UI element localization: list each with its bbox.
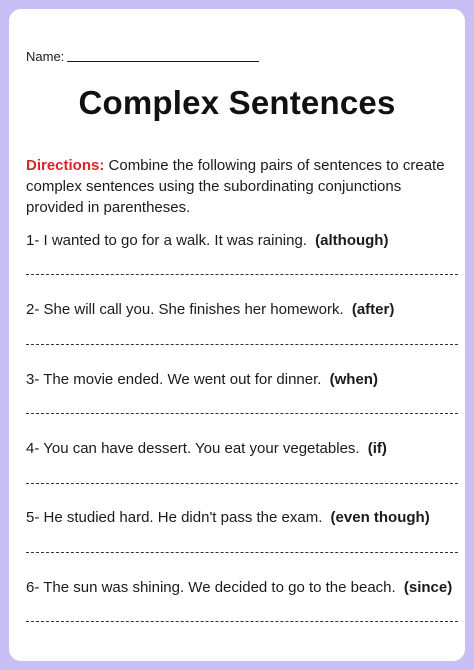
- page-title: Complex Sentences: [78, 84, 396, 121]
- question-2: [26, 301, 458, 319]
- answer-line-1[interactable]: [26, 274, 458, 275]
- answer-line-3[interactable]: [26, 413, 458, 414]
- worksheet: [9, 9, 465, 661]
- answer-line-2[interactable]: [26, 344, 458, 345]
- directions: [26, 155, 454, 218]
- name-label: Name:: [26, 49, 65, 64]
- question-5: [26, 509, 458, 527]
- conjunction: (even though): [330, 509, 430, 526]
- question-text: 3- The movie ended. We went out for dinner.: [26, 371, 322, 388]
- question-6: [26, 579, 458, 597]
- directions-text: Combine the following pairs of sentences to create complex sentences using the subordinating conjunctions provided in parentheses.: [26, 157, 445, 216]
- answer-line-4[interactable]: [26, 483, 458, 484]
- question-text: 1- I wanted to go for a walk. It was raining.: [26, 232, 307, 249]
- directions-label: Directions:: [26, 157, 105, 174]
- conjunction: (when): [329, 371, 378, 388]
- conjunction: (although): [315, 232, 389, 249]
- question-4: [26, 440, 458, 458]
- conjunction: (if): [367, 440, 387, 457]
- name-line[interactable]: [67, 60, 259, 62]
- question-text: 5- He studied hard. He didn't pass the exam.: [26, 509, 323, 526]
- answer-line-5[interactable]: [26, 552, 458, 553]
- question-3: [26, 371, 458, 389]
- answer-line-6[interactable]: [26, 621, 458, 622]
- question-text: 4- You can have dessert. You eat your vegetables.: [26, 440, 360, 457]
- question-1: [26, 232, 458, 250]
- conjunction: (since): [403, 579, 453, 596]
- question-text: 2- She will call you. She finishes her homework.: [26, 301, 344, 318]
- conjunction: (after): [351, 301, 395, 318]
- question-text: 6- The sun was shining. We decided to go to the beach.: [26, 579, 396, 596]
- name-field: [26, 49, 259, 64]
